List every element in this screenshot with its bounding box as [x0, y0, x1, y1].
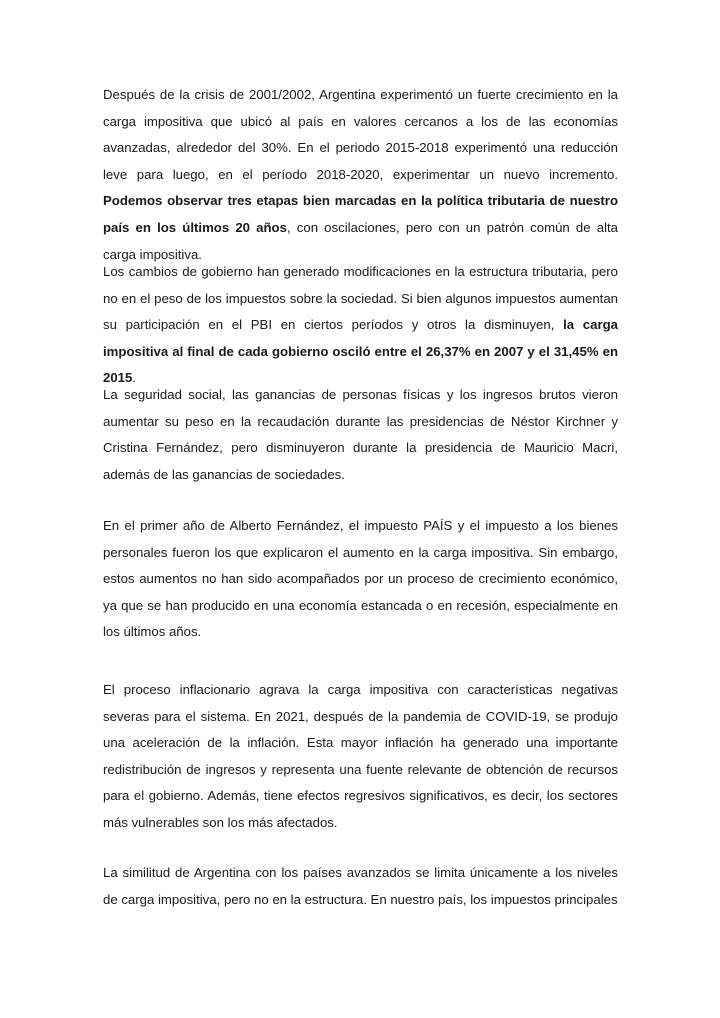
text-segment: , con oscilaciones, pero con un patrón común de alta carga impositiva. — [103, 219, 618, 262]
text-segment: El proceso inflacionario agrava la carga impositiva con características negativas severas para el sistema. En 2021, después de la pandemia de COVID-19, se produjo una aceleración de la inflación. Esta mayor inflación ha generado una importante redistribución de ingresos y representa una fuente relevante de obtención de recursos para el gobierno. Además, tiene efectos regresivos significativos, es decir, los sectores más vulnerables son los más afectados. — [103, 682, 618, 830]
paragraph-alberto-fernandez — [103, 513, 618, 646]
paragraph-similarity — [103, 860, 618, 913]
bold-text-segment: Podemos observar tres etapas bien marcadas en la política tributaria de nuestro país en los últimos 20 años — [103, 193, 618, 235]
text-segment: La similitud de Argentina con los países avanzados se limita únicamente a los niveles de carga impositiva, pero no en la estructura. En nuestro país, los impuestos principales — [103, 865, 618, 907]
paragraph-inflation — [103, 677, 618, 837]
text-segment: . — [132, 370, 137, 386]
paragraph-government-changes — [103, 259, 618, 392]
text-segment: La seguridad social, las ganancias de personas físicas y los ingresos brutos vieron aumentar su peso en la recaudación durante las presidencias de Néstor Kirchner y Cristina Fernández, pero disminuyeron durante la presidencia de Mauricio Macri, además de las ganancias de sociedades. — [103, 387, 618, 482]
bold-text-segment: la carga impositiva al final de cada gobierno osciló entre el 26,37% en 2007 y el 31,45% en 2015 — [103, 317, 618, 386]
text-segment: Después de la crisis de 2001/2002, Argentina experimentó un fuerte crecimiento en la carga impositiva que ubicó al país en valores cercanos a los de las economías avanzadas, alrededor del 30%. En el periodo 2015-2018 experimentó una reducción leve para luego, en el período 2018-2020, experimentar un nuevo incremento. — [103, 87, 618, 182]
paragraph-tax-burden-growth — [103, 82, 618, 268]
text-segment: En el primer año de Alberto Fernández, el impuesto PAÍS y el impuesto a los bienes personales fueron los que explicaron el aumento en la carga impositiva. Sin embargo, estos aumentos no han sido acompañados por un proceso de crecimiento económico, ya que se han producido en una economía estancada o en recesión, especialmente en los últimos años. — [103, 518, 618, 640]
text-segment: Los cambios de gobierno han generado modificaciones en la estructura tributaria, pero no en el peso de los impuestos sobre la sociedad. Si bien algunos impuestos aumentan su participación en el PBI en ciertos períodos y otros la disminuyen, — [103, 264, 618, 333]
paragraph-social-security — [103, 382, 618, 488]
